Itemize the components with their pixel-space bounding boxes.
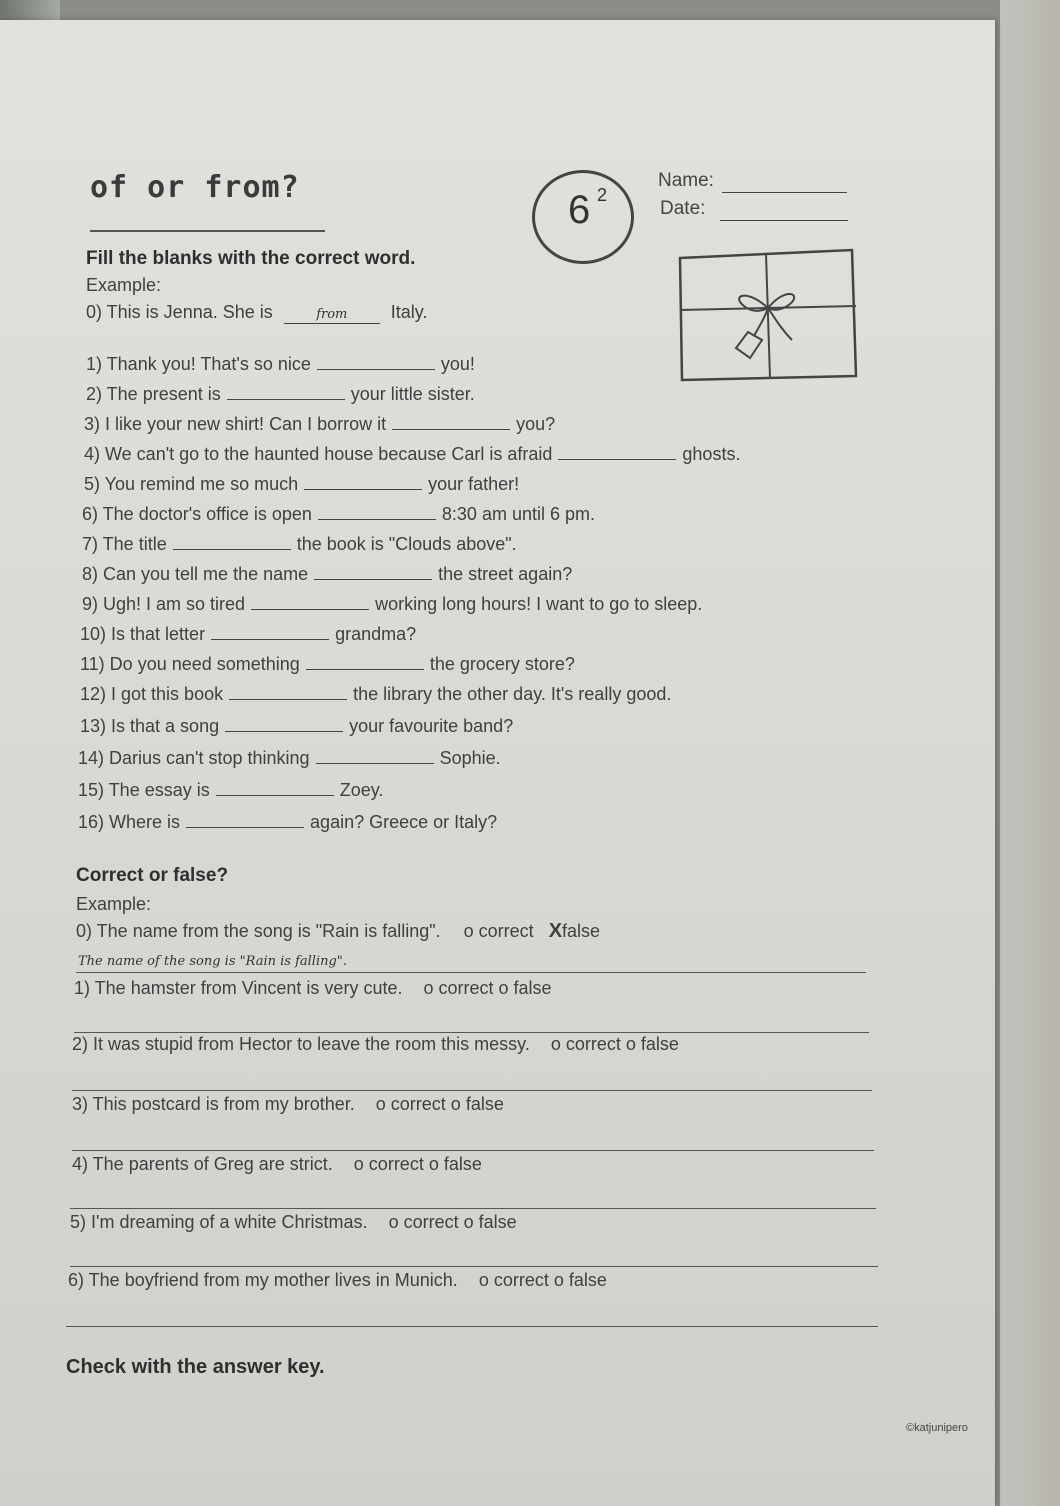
- example-after: Italy.: [390, 302, 428, 322]
- q8-before: 8) Can you tell me the name: [82, 564, 309, 584]
- statement-3-answer-line[interactable]: [72, 1150, 874, 1151]
- q15-after: Zoey.: [339, 780, 384, 800]
- q10-before: 10) Is that letter: [80, 624, 206, 644]
- statement-5-options[interactable]: o correct o false: [388, 1212, 517, 1232]
- title-underline: [90, 230, 325, 232]
- q13-after: your favourite band?: [349, 716, 514, 736]
- q4-before: 4) We can't go to the haunted house because Carl is afraid: [84, 444, 553, 464]
- grade-number: 6: [568, 188, 591, 232]
- q5-before: 5) You remind me so much: [84, 474, 299, 494]
- q7-after: the book is "Clouds above".: [296, 534, 517, 554]
- statement-6-answer-line[interactable]: [66, 1326, 878, 1327]
- q2-blank[interactable]: [227, 398, 345, 400]
- example-false-option: false: [562, 921, 601, 941]
- q2-before: 2) The present is: [86, 384, 221, 404]
- statement-5-text: 5) I'm dreaming of a white Christmas.: [70, 1212, 368, 1232]
- worksheet-page: [0, 20, 995, 1506]
- q12-before: 12) I got this book: [80, 684, 224, 704]
- q2-after: your little sister.: [350, 384, 475, 404]
- question-9: [82, 594, 702, 615]
- q6-after: 8:30 am until 6 pm.: [441, 504, 595, 524]
- example-correct-option: o correct: [463, 921, 534, 941]
- statement-3-options[interactable]: o correct o false: [375, 1094, 504, 1114]
- example-written-answer: The name of the song is "Rain is falling".: [78, 954, 347, 969]
- statement-2-text: 2) It was stupid from Hector to leave the room this messy.: [72, 1034, 530, 1054]
- question-12: [80, 684, 671, 705]
- question-14: [78, 748, 501, 769]
- date-label: Date:: [660, 198, 706, 219]
- q3-after: you?: [516, 414, 556, 434]
- q9-before: 9) Ugh! I am so tired: [82, 594, 246, 614]
- q3-before: 3) I like your new shirt! Can I borrow it: [84, 414, 387, 434]
- question-10: [80, 624, 416, 645]
- question-5: [84, 474, 519, 495]
- statement-1: [74, 978, 552, 999]
- q1-before: 1) Thank you! That's so nice: [86, 354, 311, 374]
- statement-5-answer-line[interactable]: [70, 1266, 878, 1267]
- question-7: [82, 534, 517, 555]
- question-4: [84, 444, 740, 465]
- q9-blank[interactable]: [251, 608, 369, 610]
- statement-6-text: 6) The boyfriend from my mother lives in Munich.: [68, 1270, 458, 1290]
- example-before: 0) This is Jenna. She is: [86, 302, 273, 322]
- section1-example-label: Example:: [86, 275, 162, 295]
- question-15: [78, 780, 383, 801]
- statement-3: [72, 1094, 504, 1115]
- statement-6-options[interactable]: o correct o false: [478, 1270, 607, 1290]
- q16-before: 16) Where is: [78, 812, 181, 832]
- q6-blank[interactable]: [318, 518, 436, 520]
- q12-blank[interactable]: [229, 698, 347, 700]
- check-answer-key: Check with the answer key.: [66, 1356, 325, 1378]
- section2-title: Correct or false?: [76, 865, 229, 886]
- statement-3-text: 3) This postcard is from my brother.: [72, 1094, 355, 1114]
- statement-1-options[interactable]: o correct o false: [423, 978, 552, 998]
- q5-blank[interactable]: [304, 488, 422, 490]
- q6-before: 6) The doctor's office is open: [82, 504, 312, 524]
- statement-4-options[interactable]: o correct o false: [353, 1154, 482, 1174]
- question-6: [82, 504, 595, 525]
- statement-1-text: 1) The hamster from Vincent is very cute.: [74, 978, 403, 998]
- q7-blank[interactable]: [173, 548, 291, 550]
- statement-2: [72, 1034, 679, 1055]
- q4-blank[interactable]: [558, 458, 676, 460]
- question-2: [86, 384, 475, 405]
- q16-blank[interactable]: [186, 826, 304, 828]
- q11-blank[interactable]: [306, 668, 424, 670]
- gift-box-icon: [676, 248, 858, 382]
- q12-after: the library the other day. It's really good.: [353, 684, 672, 704]
- question-8: [82, 564, 572, 585]
- question-16: [78, 812, 497, 833]
- q4-after: ghosts.: [682, 444, 741, 464]
- q11-after: the grocery store?: [429, 654, 575, 674]
- statement-1-answer-line[interactable]: [74, 1032, 869, 1033]
- q15-blank[interactable]: [216, 794, 334, 796]
- q11-before: 11) Do you need something: [80, 654, 300, 674]
- statement-4: [72, 1154, 482, 1175]
- copyright-text: ©katjunipero: [906, 1422, 968, 1434]
- worksheet-title: of or from?: [90, 170, 300, 205]
- question-13: [80, 716, 513, 737]
- statement-6: [68, 1270, 607, 1291]
- q16-after: again? Greece or Italy?: [310, 812, 498, 832]
- grade-superscript: 2: [597, 185, 608, 205]
- question-1: [86, 354, 475, 375]
- q7-before: 7) The title: [82, 534, 167, 554]
- q14-blank[interactable]: [316, 762, 434, 764]
- q1-blank[interactable]: [317, 368, 435, 370]
- date-field[interactable]: [720, 220, 848, 221]
- example-sentence: 0) The name from the song is "Rain is falling".: [76, 921, 441, 941]
- example-checkmark: X: [548, 920, 563, 942]
- q14-after: Sophie.: [439, 748, 501, 768]
- name-field[interactable]: [722, 192, 847, 193]
- q5-after: your father!: [428, 474, 520, 494]
- q9-after: working long hours! I want to go to sleep.: [375, 594, 703, 614]
- example-answer: from: [316, 307, 348, 322]
- statement-4-text: 4) The parents of Greg are strict.: [72, 1154, 333, 1174]
- name-label: Name:: [658, 170, 714, 191]
- q8-after: the street again?: [438, 564, 573, 584]
- question-11: [80, 654, 575, 675]
- section2-example-label: Example:: [76, 894, 152, 914]
- background-right: [1000, 0, 1060, 1506]
- q1-after: you!: [440, 354, 475, 374]
- q3-blank[interactable]: [392, 428, 510, 430]
- q10-blank[interactable]: [211, 638, 329, 640]
- section2-example: [76, 920, 600, 943]
- q13-blank[interactable]: [225, 730, 343, 732]
- section1-example: [86, 302, 427, 324]
- statement-2-answer-line[interactable]: [72, 1090, 872, 1091]
- section1-instruction: Fill the blanks with the correct word.: [86, 248, 416, 269]
- q15-before: 15) The essay is: [78, 780, 210, 800]
- question-3: [84, 414, 555, 435]
- statement-4-answer-line[interactable]: [70, 1208, 876, 1209]
- statement-5: [70, 1212, 517, 1233]
- q14-before: 14) Darius can't stop thinking: [78, 748, 310, 768]
- q13-before: 13) Is that a song: [80, 716, 220, 736]
- statement-2-options[interactable]: o correct o false: [550, 1034, 679, 1054]
- example-answer-line: [76, 972, 866, 973]
- q10-after: grandma?: [335, 624, 417, 644]
- example-blank: [284, 302, 380, 324]
- q8-blank[interactable]: [314, 578, 432, 580]
